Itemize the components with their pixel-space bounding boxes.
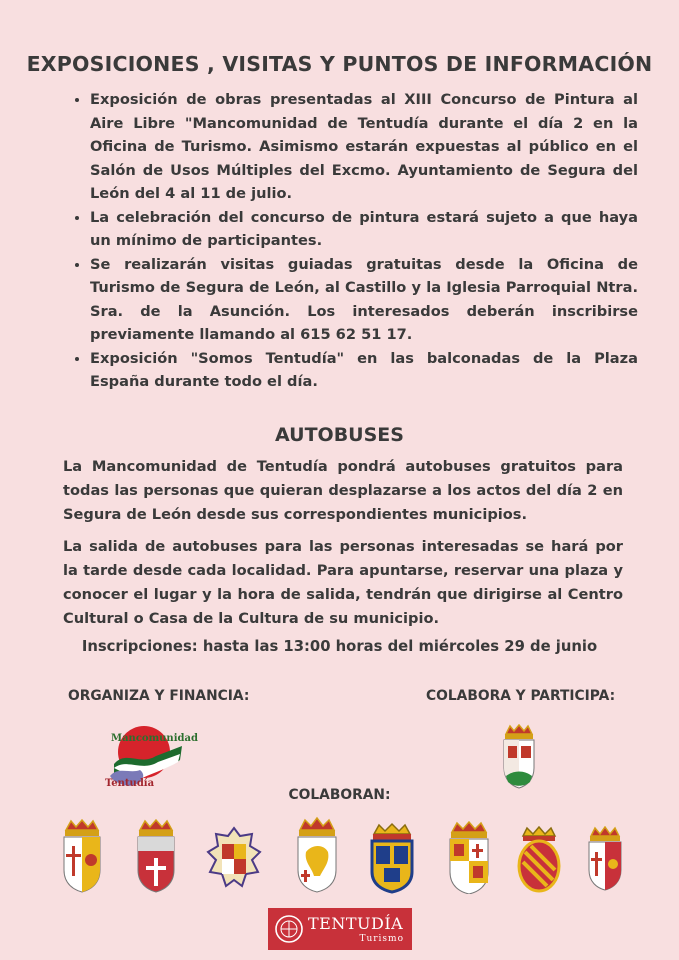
municipality-shield-7-icon xyxy=(515,826,563,894)
municipality-shield-4-icon xyxy=(294,816,340,894)
tentudia-logo-name: TENTUDÍA xyxy=(308,914,404,933)
list-item: • La celebración del concurso de pintura estará sujeto a que haya un mínimo de participantes. xyxy=(90,206,638,253)
autobuses-heading: AUTOBUSES xyxy=(275,424,404,446)
activity-list xyxy=(70,88,638,394)
list-item: • Exposición "Somos Tentudía" en las balconadas de la Plaza España durante todo el día. xyxy=(90,347,638,394)
autobuses-paragraph-1: La Mancomunidad de Tentudía pondrá autobuses gratuitos para todas las personas que quieran desplazarse a los actos del día 2 en Segura de León desde sus correspondientes municipios. xyxy=(63,458,623,523)
autobuses-paragraph-2: La salida de autobuses para las personas interesadas se hará por la tarde desde cada localidad. Para apuntarse, reservar una plaza y conocer el lugar y la hora de salida, tendrán que dirigirse al Centro Cultural o Casa de la Cultura de su municipio. xyxy=(63,538,623,627)
section-title: EXPOSICIONES , VISITAS Y PUNTOS DE INFORMACIÓN xyxy=(26,52,653,76)
municipality-shield-8-icon xyxy=(586,826,624,894)
inscripciones-notice: Inscripciones: hasta las 13:00 horas del miércoles 29 de junio xyxy=(81,638,598,655)
list-item: • Exposición de obras presentadas al XIII Concurso de Pintura al Aire Libre "Mancomunidad de Tentudía durante el día 2 en la Oficina de Turismo. Asimismo estarán expuestas al público en el Salón de Usos Múltiples del Excmo. Ayuntamiento de Segura del León del 4 al 11 de julio. xyxy=(90,88,638,206)
colaboran-label: COLABORAN: xyxy=(288,787,391,803)
tentudia-logo-tagline: Turismo xyxy=(359,934,404,944)
municipality-shield-2-icon xyxy=(134,818,178,894)
segura-de-leon-coat-of-arms-icon xyxy=(500,724,538,790)
tentudia-turismo-logo xyxy=(268,908,412,950)
colabora-label: COLABORA Y PARTICIPA: xyxy=(426,688,616,704)
municipality-shield-6-icon xyxy=(446,820,492,894)
mancomunidad-logo-bottom-text: Tentudía xyxy=(105,778,155,789)
seal-icon xyxy=(274,914,304,944)
municipality-shield-1-icon xyxy=(60,818,104,894)
municipality-shield-3-icon xyxy=(204,826,264,894)
municipality-shield-5-icon xyxy=(366,822,418,894)
mancomunidad-logo-top-text: Mancomunidad xyxy=(111,733,198,744)
organiza-label: ORGANIZA Y FINANCIA: xyxy=(68,688,250,704)
list-item: • Se realizarán visitas guiadas gratuitas desde la Oficina de Turismo de Segura de León, al Castillo y la Iglesia Parroquial Ntra. Sra. de la Asunción. Los interesados deberán inscribirse previamente llamando al 615 62 51 17. xyxy=(90,253,638,347)
